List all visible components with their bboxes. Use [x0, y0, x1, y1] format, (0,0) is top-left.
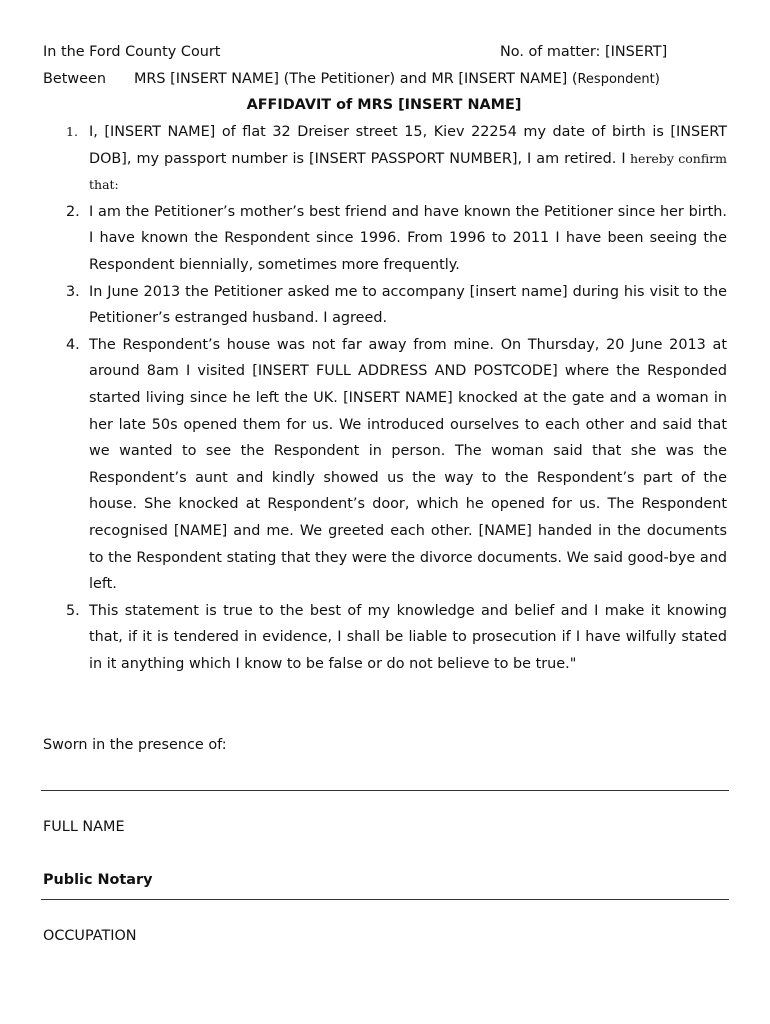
document-title-text: AFFIDAVIT of MRS [INSERT NAME]	[246, 97, 522, 113]
parties-line	[134, 71, 660, 87]
item-text: The Respondent’s house was not far away from mine. On Thursday, 20 June 2013 at around 8am I visited [INSERT FULL ADDRESS AND POSTCODE] where the Responded started living since he left the UK. [INSERT NAME] knocked at the gate and a woman in her late 50s opened them for us. We introduced ourselves to each other and said that we wanted to see the Respondent in person. The woman said that she was the Respondent’s aunt and kindly showed us the way to the Respondent’s part of the house. She knocked at Respondent’s door, which he opened for us. The Respondent recognised [NAME] and me. We greeted each other. [NAME] handed in the documents to the Respondent stating that they were the divorce documents. We said good-bye and left.	[89, 336, 727, 593]
full-name-label: FULL NAME	[43, 819, 125, 835]
list-item	[0, 332, 770, 598]
item-text: In June 2013 the Petitioner asked me to accompany [insert name] during his visit to the Petitioner’s estranged husband. I agreed.	[89, 283, 727, 327]
item-number: 3.	[66, 283, 80, 300]
list-item	[0, 199, 770, 279]
between-label: Between	[43, 71, 106, 87]
court-name: In the Ford County Court	[43, 44, 221, 60]
signature-line	[41, 790, 729, 791]
matter-number: No. of matter: [INSERT]	[500, 44, 668, 60]
occupation-label: OCCUPATION	[43, 928, 137, 944]
item-text: I am the Petitioner’s mother’s best friend and have known the Petitioner since her birth. I have known the Respondent since 1996. From 1996 to 2011 I have been seeing the Respondent biennially, sometimes more frequently.	[89, 203, 727, 273]
list-item	[0, 279, 770, 332]
divider-line	[41, 899, 729, 900]
item-text-main: I, [INSERT NAME] of flat 32 Dreiser street 15, Kiev 22254 my date of birth is [INSERT DOB], my passport number is [INSERT PASSPORT NUMBER], I am retired. I	[89, 124, 727, 167]
item-text: This statement is true to the best of my knowledge and belief and I make it knowing that, if it is tendered in evidence, I shall be liable to prosecution if I have wilfully stated in it anything which I know to be false or do not believe to be true."	[89, 602, 727, 672]
sworn-label: Sworn in the presence of:	[43, 737, 227, 753]
item-number: 5.	[66, 602, 80, 619]
parties-text: MRS [INSERT NAME] (The Petitioner) and MR [INSERT NAME] (	[134, 71, 578, 87]
item-number: 4.	[66, 336, 80, 353]
list-item	[0, 119, 770, 199]
item-number: 2.	[66, 203, 80, 220]
document-title	[0, 97, 770, 113]
item-text	[89, 119, 727, 199]
item-text-serif: hereby confirm that:	[89, 150, 728, 193]
notary-label: Public Notary	[43, 872, 153, 888]
item-number: 1.	[66, 124, 78, 139]
list-item	[0, 598, 770, 678]
respondent-label: Respondent)	[577, 72, 660, 87]
statement-list	[0, 119, 770, 677]
